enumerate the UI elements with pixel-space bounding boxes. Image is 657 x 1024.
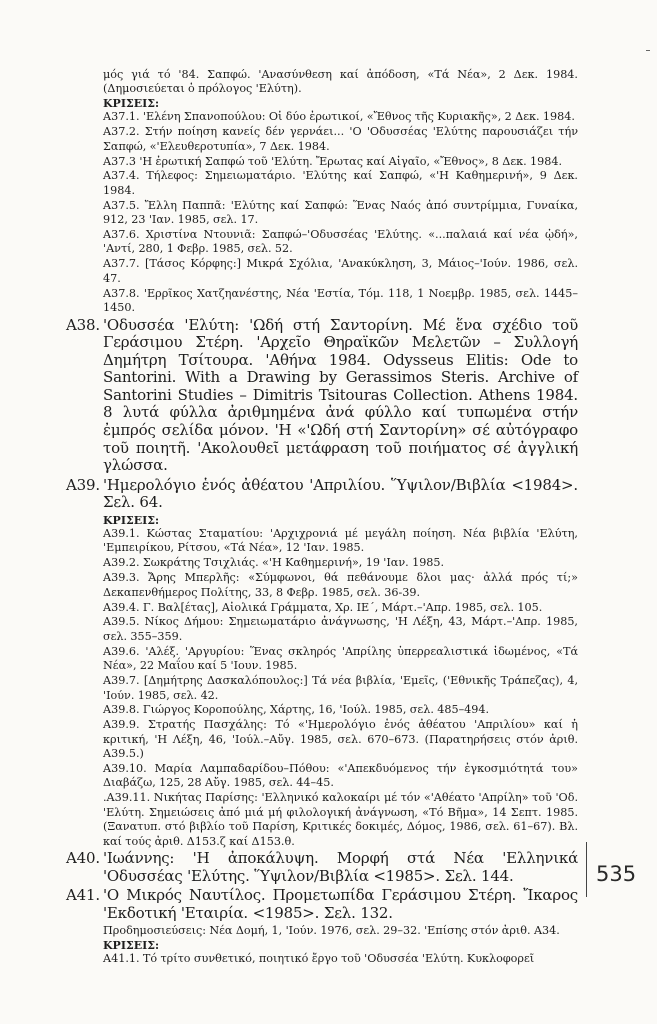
review-item: Α37.8. 'Ερρῖκος Χατζηανέστης, Νέα 'Εστία, Τόμ. 118, 1 Νοεμβρ. 1985, σελ. 1445–1450. [103,286,578,315]
entry-number: Α41. [66,886,100,905]
review-item: .Α39.11. Νικήτας Παρίσης: 'Ελληνικό καλοκαίρι μέ τόν «'Αθέατο 'Απρίλη» τοῦ 'Οδ. 'Ελύτη. Σημειώσεις ἀπό μιά μή φιλολογική ἀνάγνωση, «Τό Βῆμα», 14 Σεπτ. 1985. (Ξανατυπ. στό βιβλίο τοῦ Παρίση, Κριτικές δοκιμές, Δόμος, 1986, σελ. 61–67). Βλ. καί τούς ἀριθ. Δ153.ζ καί Δ153.θ. [103,791,578,848]
margin-mark [646,50,650,51]
review-item: Α39.1. Κώστας Σταματίου: 'Αρχιχρονιά μέ μεγάλη ποίηση. Νέα βιβλία 'Ελύτη, 'Εμπειρίκου, Ρίτσου, «Τά Νέα», 12 'Ιαν. 1985. [103,527,578,555]
review-item: Α39.7. [Δημήτρης Δασκαλόπουλος:] Τά νέα βιβλία, 'Εμεῖς, ('Εθνικῆς Τράπεζας), 4, 'Ιούν. 1985, σελ. 42. [103,674,578,702]
review-item: Α37.6. Χριστίνα Ντουνιᾶ: Σαπφώ–'Οδυσσέας 'Ελύτης. «...παλαιά καί νέα ᾠδή», 'Αντί, 280, 1 Φεβρ. 1985, σελ. 52. [103,228,578,256]
bibliography-entry [66,848,578,885]
review-item: Α37.3 'Η ἐρωτική Σαπφώ τοῦ 'Ελύτη. Ἔρωτας καί Αἰγαῖο, «Ἔθνος», 8 Δεκ. 1984. [103,154,563,168]
review-item: Α39.8. Γιώργος Κοροπούλης, Χάρτης, 16, 'Ιούλ. 1985, σελ. 485–494. [103,703,490,717]
review-item: Α39.2. Σωκράτης Τσιχλιάς. «'Η Καθημερινή», 19 'Ιαν. 1985. [103,556,445,570]
review-item: Α37.1. 'Ελένη Σπανοπούλου: Οἱ δύο ἐρωτικοί, «Ἔθνος τῆς Κυριακῆς», 2 Δεκ. 1984. [103,110,575,124]
bibliography-entry [66,886,578,922]
section-heading: ΚΡΙΣΕΙΣ: [103,939,160,953]
page-number: 535 [596,862,637,886]
review-item: Α39.3. Ἄρης Μπερλῆς: «Σύμφωνοι, θά πεθάνουμε δλοι μας· ἀλλά πρός τί;» Δεκαπενθήμερος Πολίτης, 33, 8 Φεβρ. 1985, σελ. 36-39. [103,571,578,599]
review-item: Α39.9. Στρατής Πασχάλης: Τό «'Ημερολόγιο ἑνός ἀθέατου 'Απριλίου» καί ἡ κριτική, 'Η Λέξη, 46, 'Ιούλ.–Αὔγ. 1985, σελ. 670–673. (Παρατηρήσεις στόν ἀριθ. Α39.5.) [103,718,578,761]
bibliography-entry [66,475,578,512]
review-item: Προδημοσιεύσεις: Νέα Δομή, 1, 'Ιούν. 1976, σελ. 29–32. 'Επίσης στόν ἀριθ. Α34. [103,924,560,938]
entry-text: 'Οδυσσέα 'Ελύτη: 'Ωδή στή Σαντορίνη. Μέ ἕνα σχέδιο τοῦ Γεράσιμου Στέρη. 'Αρχεῖο Θηραϊκῶν Μελετῶν – Συλλογή Δημήτρη Τσίτουρα. 'Αθήνα 1984. Odysseus Elitis: Ode to Santorini. With a Drawing by Gerassimos Steris. Archive of Santorini Studies – Dimitris Tsitouras Collection. Athens 1984. 8 λυτά φύλλα ἀριθμημένα ἀνά φύλλο καί τυπωμένα στήν ἐμπρός σελίδα μόνον. 'Η «'Ωδή στή Σαντορίνη» σέ αὐτόγραφο τοῦ ποιητῆ. 'Ακολουθεῖ μετάφραση τοῦ ποιήματος σέ ἀγγλική γλώσσα. [103,315,578,475]
review-item: Α37.5. Ἔλλη Παππᾶ: 'Ελύτης καί Σαπφώ: Ἕνας Ναός ἀπό συντρίμμια, Γυναίκα, 912, 23 'Ιαν. 1985, σελ. 17. [103,198,578,227]
section-heading: ΚΡΙΣΕΙΣ: [103,514,160,528]
review-item: Α39.5. Νίκος Δήμου: Σημειωματάριο ἀνάγνωσης, 'Η Λέξη, 43, Μάρτ.–'Απρ. 1985, σελ. 355–359. [103,615,578,643]
review-item: Α37.7. [Τάσος Κόρφης:] Μικρά Σχόλια, 'Ανακύκληση, 3, Μάιος–'Ιούν. 1986, σελ. 47. [103,257,578,285]
entry-number: Α38. [66,315,100,334]
entry-text: 'Ιωάννης: 'Η ἀποκάλυψη. Μορφή στά Νέα 'Ελληνικά 'Οδυσσέας 'Ελύτης. Ὕψιλον/Βιβλία <1985>. Σελ. 144. [103,848,578,885]
review-item: Α39.6. 'Αλέξ. 'Αργυρίου: Ἕνας σκληρός 'Απρίλης ὑπερρεαλιστικά ἰδωμένος, «Τά Νέα», 22 Μαΐου καί 5 'Ιουν. 1985. [103,644,578,673]
review-item: Α39.4. Γ. Βαλ[έτας], Αἰολικά Γράμματα, Χρ. ΙΕ΄, Μάρτ.–'Απρ. 1985, σελ. 105. [103,600,543,614]
section-heading: ΚΡΙΣΕΙΣ: [103,97,160,111]
bibliography-entry [66,315,578,475]
review-item: Α37.2. Στήν ποίηση κανείς δέν γερνάει... 'Ο 'Οδυσσέας 'Ελύτης παρουσιάζει τήν Σαπφώ, «'Ελευθεροτυπία», 7 Δεκ. 1984. [103,125,578,153]
entry-number: Α40. [66,848,100,867]
entry-text: 'Ο Μικρός Ναυτίλος. Προμετωπίδα Γεράσιμου Στέρη. Ἴκαρος 'Εκδοτική 'Εταιρία. <1985>. Σελ. 132. [103,886,578,922]
entry-number: Α39. [66,475,100,494]
review-item: Α41.1. Τό τρίτο συνθετικό, ποιητικό ἔργο τοῦ 'Οδυσσέα 'Ελύτη. Κυκλοφορεῖ [103,952,535,966]
entry-text: 'Ημερολόγιο ἑνός ἀθέατου 'Απριλίου. Ὕψιλον/Βιβλία <1984>. Σελ. 64. [103,475,578,512]
margin-rule [586,842,587,897]
review-item: Α39.10. Μαρία Λαμπαδαρίδου–Πόθου: «'Απεκδυόμενος τήν ἐγκοσμιότητά του» Διαβάζω, 125, 28 Αὔγ. 1985, σελ. 44–45. [103,762,578,790]
text-column [66,68,578,967]
review-item: Α37.4. Τήλεφος: Σημειωματάριο. 'Ελύτης καί Σαπφώ, «'Η Καθημερινή», 9 Δεκ. 1984. [103,169,578,197]
review-item: μός γιά τό '84. Σαπφώ. 'Ανασύνθεση καί ἀπόδοση, «Τά Νέα», 2 Δεκ. 1984. (Δημοσιεύεται ὁ πρόλογος 'Ελύτη). [103,68,578,96]
